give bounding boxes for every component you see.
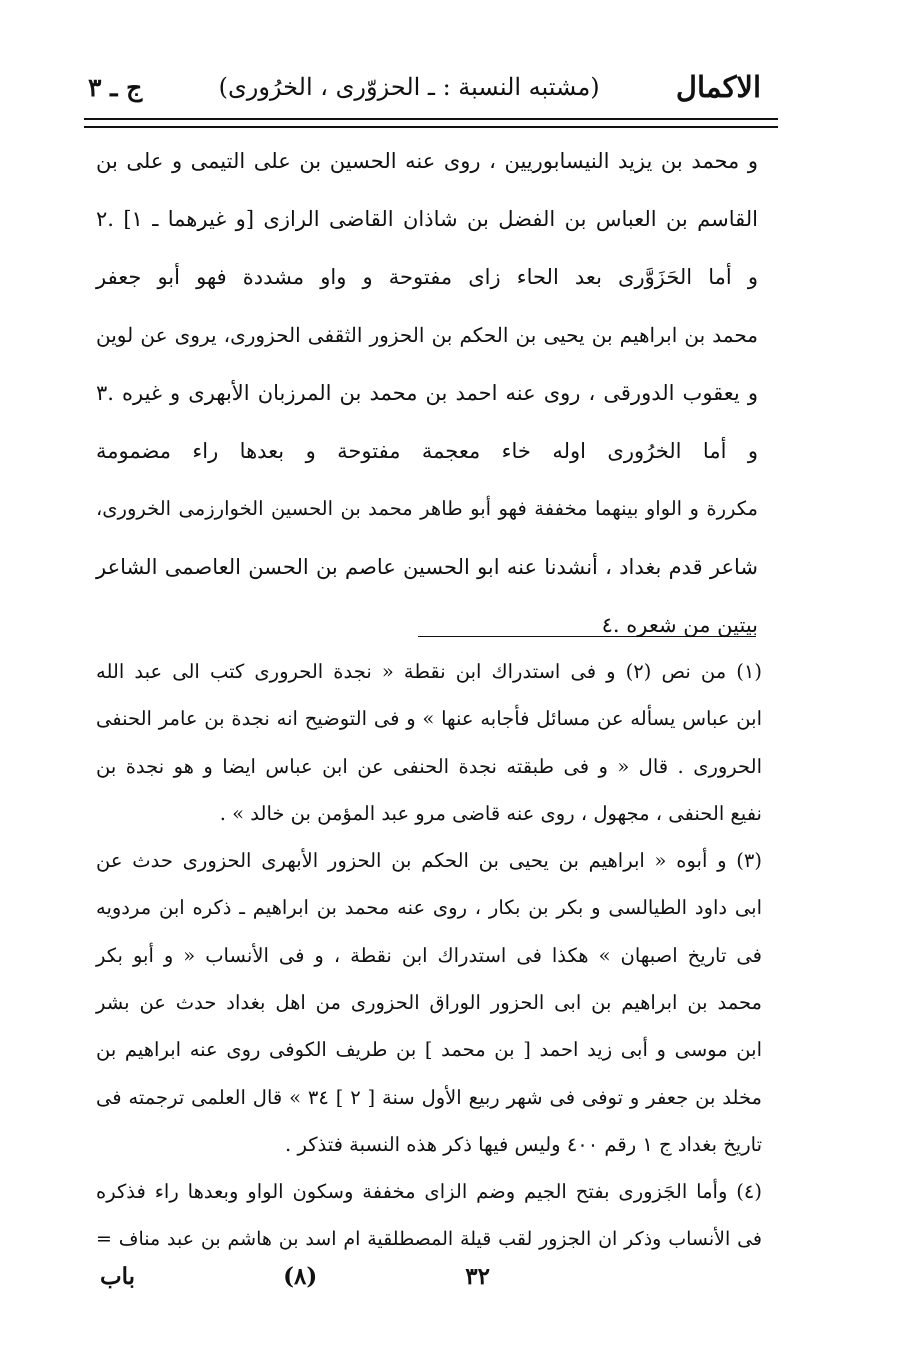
text-line: و محمد بن يزيد النيسابوريين ، روى عنه الحسين بن على التيمى و على بن [96,149,758,173]
text-line: و أما الحَزَوَّرى بعد الحاء زاى مفتوحة و واو مشددة فهو أبو جعفر [96,265,758,289]
footnote-line: ابى داود الطيالسى و بكر بن بكار ، روى عنه محمد بن ابراهيم ـ ذكره ابن مردويه [96,896,762,920]
footnote-line: مخلد بن جعفر و توفى فى شهر ربيع الأول سنة [ ٢ ] ٣٤ » قال العلمى ترجمته فى [96,1085,763,1109]
catchword: باب [100,1262,136,1290]
text-line: و يعقوب الدورقى ، روى عنه احمد بن محمد بن المرزبان الأبهرى و غيره .٣ [96,381,758,405]
text-line: القاسم بن العباس بن الفضل بن شاذان القاضى الرازى [و غيرهما ـ ١] .٢ [96,207,758,231]
page-footer [100,1256,490,1296]
footnote-line: فى الأنساب وذكر ان الجزور لقب قيلة المصطلقية ام اسد بن هاشم بن عبد مناف = [96,1227,762,1250]
text-line: و أما الخرُورى اوله خاء معجمة مفتوحة و بعدها راء مضمومة [96,439,758,463]
footnote-line: (٣) و أبوه « ابراهيم بن يحيى بن الحكم بن الحزور الأبهرى الحزورى حدث عن [96,849,762,873]
footnote-line: ابن عباس يسأله عن مسائل فأجابه عنها » و فى التوضيح انه نجدة بن عامر الحنفى [96,707,762,731]
main-text [96,132,758,654]
footnote-line: نفيع الحنفى ، مجهول ، روى عنه قاضى مرو عبد المؤمن بن خالد » . [219,801,762,825]
footnote-line: محمد بن ابراهيم بن ابى الحزور الوراق الحزورى من اهل بغداد حدث عن بشر [96,991,762,1015]
page-number: ٣٢ [465,1262,490,1290]
volume-number: ج ـ ٣ [88,72,143,102]
signature-mark: (٨) [283,1262,318,1290]
footnote-line: (٤) وأما الجَزورى بفتح الجيم وضم الزاى مخففة وسكون الواو وبعدها راء فذكره [96,1180,762,1204]
footnote-separator [418,636,756,637]
footnote-line: ابن موسى و أبى زيد احمد [ بن محمد ] بن طريف الكوفى روى عنه ابراهيم بن [96,1038,762,1062]
footnote-line: (١) من نص (٢) و فى استدراك ابن نقطة « نجدة الحرورى كتب الى عبد الله [96,660,762,683]
footnote-line: تاريخ بغداد ج ١ رقم ٤٠٠ وليس فيها ذكر هذه النسبة فتذكر . [285,1132,762,1156]
text-line: مكررة و الواو بينهما مخففة فهو أبو طاهر محمد بن الحسين الخوارزمى الخرورى، [96,497,758,520]
text-line: شاعر قدم بغداد ، أنشدنا عنه ابو الحسين عاصم بن الحسن العاصمى الشاعر [96,555,758,579]
book-title: الاكمال [675,70,761,104]
footnote-line: الحرورى . قال « و فى طبقته نجدة الحنفى عن ابن عباس ايضا و هو نجدة بن [96,754,762,778]
footnotes [96,648,762,1263]
footnote-line: فى تاريخ اصبهان » هكذا فى استدراك ابن نقطة ، و فى الأنساب « و أبو بكر [96,943,762,967]
text-line: محمد بن ابراهيم بن يحيى بن الحكم بن الحزور الثقفى الحزورى، يروى عن لوين [96,323,758,347]
running-header [88,62,761,112]
text-line: بيتين من شعره .٤ [601,613,758,637]
header-rule [84,118,778,128]
section-title: (مشتبه النسبة : ـ الحزوّرى ، الخرُورى) [218,73,600,101]
